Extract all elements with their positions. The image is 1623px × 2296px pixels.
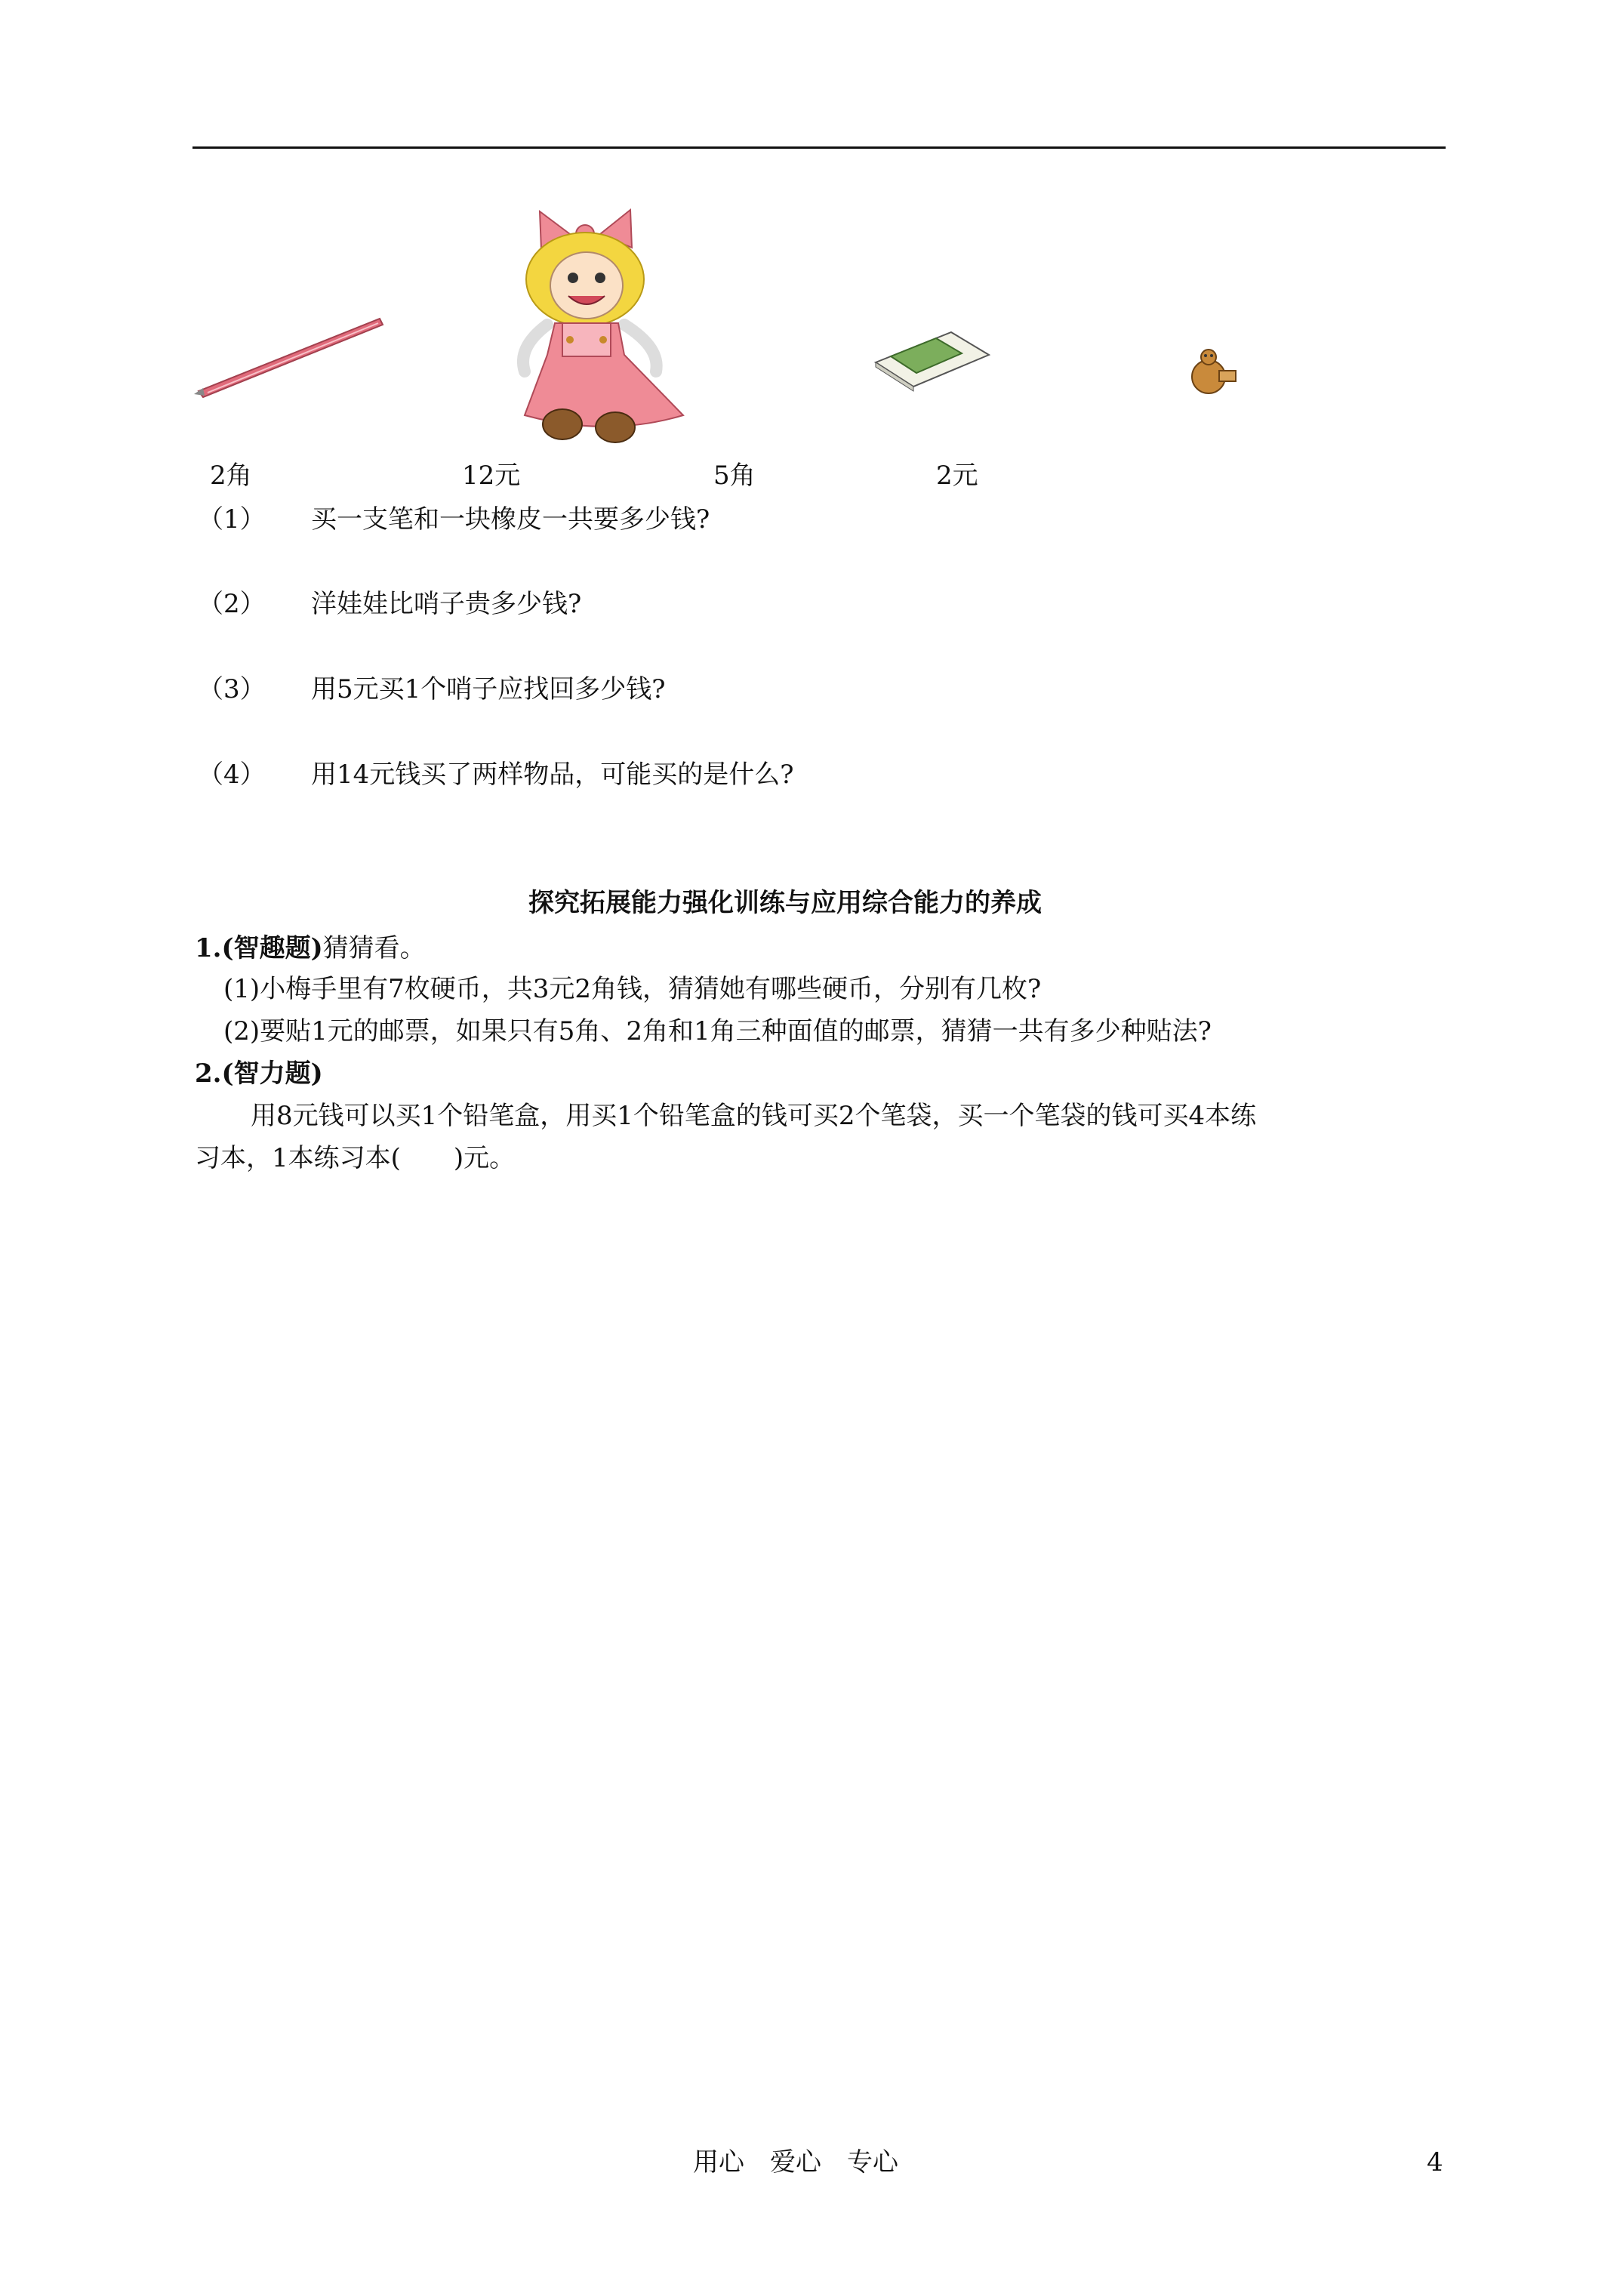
- doll-icon: [494, 204, 713, 445]
- question-text: 买一支笔和一块橡皮一共要多少钱?: [311, 504, 710, 535]
- header-rule: [192, 146, 1446, 149]
- problem-2-tag: (智力题): [221, 1059, 323, 1089]
- question-number: （3）: [198, 674, 266, 704]
- problem-2-line-2-start: 习本，1本练习本(: [195, 1143, 401, 1173]
- problem-1-title: 猜猜看。: [322, 933, 426, 963]
- question-number: （4）: [198, 760, 266, 790]
- question-text: 用14元钱买了两样物品，可能买的是什么?: [311, 760, 794, 790]
- problem-1-heading: [195, 933, 426, 963]
- question-number: （2）: [198, 589, 266, 619]
- problem-1-sub-2: (2)要贴1元的邮票，如果只有5角、2角和1角三种面值的邮票，猜猜一共有多少种贴法?: [223, 1016, 1212, 1046]
- price-label-pen: 2角: [210, 461, 252, 491]
- problem-2-number: 2.: [195, 1059, 222, 1089]
- question-text: 用5元买1个哨子应找回多少钱?: [311, 674, 666, 704]
- question-text: 洋娃娃比哨子贵多少钱?: [311, 589, 582, 619]
- price-label-whistle: 2元: [936, 461, 978, 491]
- problem-2-line-1: 用8元钱可以买1个铅笔盒，用买1个铅笔盒的钱可买2个笔袋，买一个笔袋的钱可买4本练: [251, 1101, 1257, 1131]
- problem-1-sub-1: (1)小梅手里有7枚硬币，共3元2角钱，猜猜她有哪些硬币，分别有几枚?: [223, 974, 1042, 1004]
- question-number: （1）: [198, 504, 266, 535]
- page-number: 4: [1427, 2147, 1443, 2177]
- price-label-doll: 12元: [462, 461, 521, 491]
- problem-2-line-2: [195, 1143, 515, 1173]
- problem-2-heading: [195, 1059, 323, 1089]
- whistle-icon: [1181, 344, 1242, 404]
- problem-1-tag: (智趣题): [221, 933, 323, 963]
- footer-motto: 用心 爱心 专心: [693, 2147, 898, 2177]
- pen-icon: [192, 302, 389, 400]
- eraser-icon: [868, 317, 996, 393]
- problem-1-number: 1.: [195, 933, 222, 963]
- section-title: 探究拓展能力强化训练与应用综合能力的养成: [528, 888, 1042, 918]
- price-label-eraser: 5角: [713, 461, 756, 491]
- problem-2-line-2-end: )元。: [453, 1143, 516, 1173]
